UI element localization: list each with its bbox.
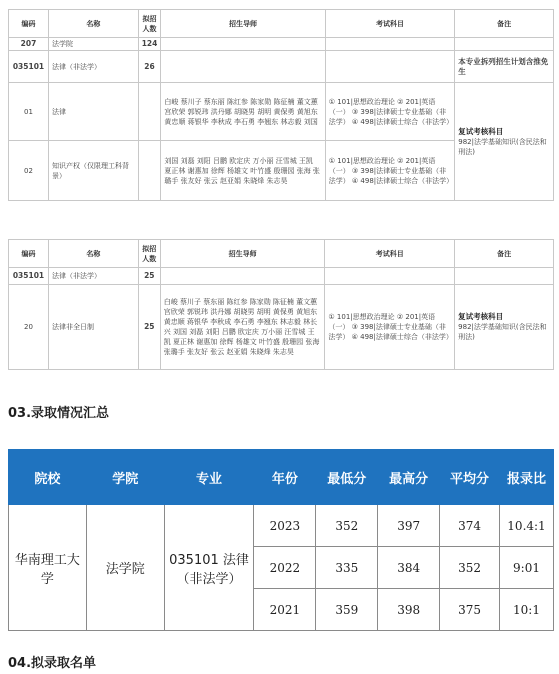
header-max-score: 最高分 — [378, 450, 440, 505]
header-avg-score: 平均分 — [440, 450, 500, 505]
min-score: 359 — [316, 589, 378, 631]
direction-name: 法律 — [48, 83, 138, 141]
header-notes: 备注 — [455, 10, 554, 38]
major-note: 本专业拆列招生计划含推免生 — [455, 51, 554, 83]
major-code: 035101 — [9, 268, 49, 285]
direction-subjects: ① 101|思想政治理论 ② 201|英语（一） ③ 398|法律硕士专业基础（非法学） ④ 498|法律硕士综合（非法学） — [325, 83, 455, 141]
school-name: 华南理工大学 — [9, 505, 87, 631]
direction-code: 01 — [9, 83, 49, 141]
direction-subjects: ① 101|思想政治理论 ② 201|英语（一） ③ 398|法律硕士专业基础（非法学） ④ 498|法律硕士综合（非法学） — [325, 141, 455, 201]
review-text: 982|法学基础知识(含民法和刑法) — [458, 137, 547, 156]
summary-header-row — [9, 450, 554, 505]
admission-summary-table — [8, 449, 554, 631]
direction-tutors: 白峻 蔡川子 蔡东丽 陈红参 陈家勋 陈征楠 董文蕙 宫欣荣 郭锐玮 洪丹娜 胡晓男 胡明 黄保勇 黄旭东 黄忠顺 蒋银华 李秋成 李石勇 李翘东 林志毅 林长兴 刘国 刘磊 刘阳 吕鹏 欧定庆 万小丽 汪雪城 王凯 夏正林 谢惠加 徐辉 杨雄文 叶竹盛 殷珊园 张海 张璐手 张友好 张云 赵亚娟 朱晓烽 朱志昊 — [160, 285, 325, 370]
header-subjects: 考试科目 — [325, 10, 455, 38]
header-code: 编码 — [9, 10, 49, 38]
major-count: 25 — [138, 268, 160, 285]
direction-subjects: ① 101|思想政治理论 ② 201|英语（一） ③ 398|法律硕士专业基础（非法学） ④ 498|法律硕士综合（非法学） — [325, 285, 455, 370]
year: 2022 — [254, 547, 316, 589]
ratio: 9:01 — [500, 547, 554, 589]
header-major: 专业 — [164, 450, 254, 505]
major-code: 035101 — [9, 51, 49, 83]
avg-score: 374 — [440, 505, 500, 547]
college-name: 法学院 — [48, 38, 138, 51]
table-header-row — [9, 10, 554, 38]
direction-tutors: 刘国 刘磊 刘阳 吕鹏 欧定庆 万小丽 汪雪城 王凯 夏正林 谢惠加 徐辉 杨雄文 叶竹盛 殷珊园 张海 张璐手 张友好 张云 赵亚娟 朱晓烽 朱志昊 — [161, 141, 325, 201]
header-notes: 备注 — [455, 240, 554, 268]
direction-tutors: 白峻 蔡川子 蔡东丽 陈红参 陈家勋 陈征楠 董文蕙 宫欣荣 郭锐玮 洪丹娜 胡晓男 胡明 黄保勇 黄旭东 黄忠顺 蒋银华 李秋成 李石勇 李翘东 林志毅 刘国 — [161, 83, 325, 141]
major-count: 26 — [138, 51, 161, 83]
avg-score: 375 — [440, 589, 500, 631]
header-name: 名称 — [48, 10, 138, 38]
avg-score: 352 — [440, 547, 500, 589]
major-name: 法律（非法学） — [48, 51, 138, 83]
review-title: 复试考核科目 — [458, 312, 504, 321]
year: 2021 — [254, 589, 316, 631]
header-school: 院校 — [9, 450, 87, 505]
direction-name: 知识产权（仅限理工科背景） — [48, 141, 138, 201]
header-count: 拟招人数 — [138, 10, 161, 38]
section-title-admission-summary: 03.录取情况汇总 — [8, 406, 110, 421]
college-code: 207 — [9, 38, 49, 51]
max-score: 398 — [378, 589, 440, 631]
major-name: 法律（非法学） — [48, 268, 138, 285]
section-title-admission-list: 04.拟录取名单 — [8, 656, 97, 671]
direction-code: 02 — [9, 141, 49, 201]
max-score: 384 — [378, 547, 440, 589]
review-title: 复试考核科目 — [458, 126, 504, 136]
header-count: 拟招人数 — [138, 240, 160, 268]
review-cell — [455, 83, 554, 201]
header-college: 学院 — [86, 450, 164, 505]
admission-plan-table — [8, 9, 554, 201]
header-min-score: 最低分 — [316, 450, 378, 505]
header-tutors: 招生导师 — [160, 240, 325, 268]
max-score: 397 — [378, 505, 440, 547]
header-ratio: 报录比 — [500, 450, 554, 505]
direction-code: 20 — [9, 285, 49, 370]
major-name: 035101 法律（非法学） — [164, 505, 254, 631]
major-row — [9, 51, 554, 83]
ratio: 10:1 — [500, 589, 554, 631]
table-row — [9, 505, 554, 547]
major-row — [9, 268, 554, 285]
ratio: 10.4:1 — [500, 505, 554, 547]
table-row — [9, 285, 554, 370]
header-subjects: 考试科目 — [325, 240, 455, 268]
review-cell — [455, 285, 554, 370]
table-row — [9, 83, 554, 141]
table-header-row — [9, 240, 554, 268]
min-score: 335 — [316, 547, 378, 589]
header-code: 编码 — [9, 240, 49, 268]
year: 2023 — [254, 505, 316, 547]
header-year: 年份 — [254, 450, 316, 505]
parttime-plan-table — [8, 239, 554, 370]
direction-count: 25 — [138, 285, 160, 370]
college-name: 法学院 — [86, 505, 164, 631]
review-text: 982|法学基础知识(含民法和刑法) — [458, 323, 547, 341]
college-count: 124 — [138, 38, 161, 51]
college-row — [9, 38, 554, 51]
min-score: 352 — [316, 505, 378, 547]
header-tutors: 招生导师 — [161, 10, 325, 38]
header-name: 名称 — [48, 240, 138, 268]
direction-name: 法律非全日制 — [48, 285, 138, 370]
